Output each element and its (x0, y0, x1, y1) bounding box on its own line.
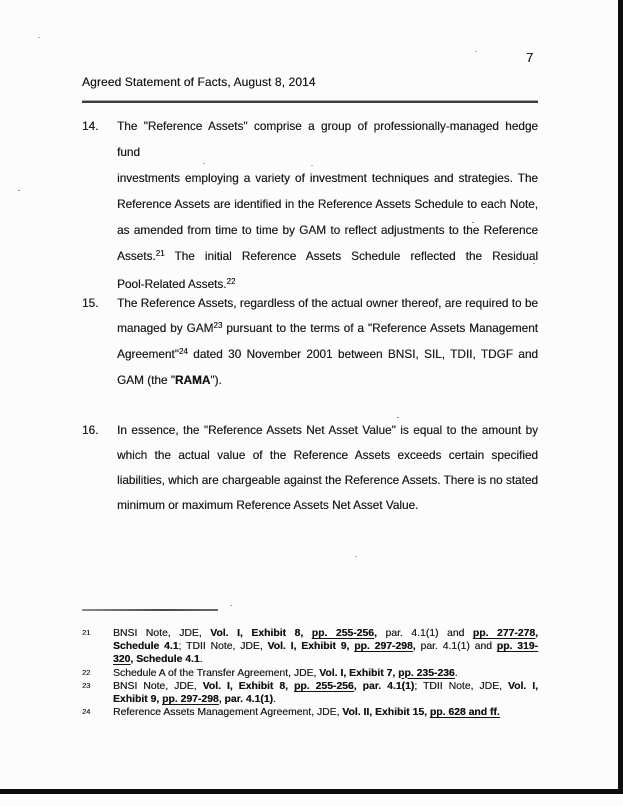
text-segment: RAMA (174, 373, 211, 387)
paragraph-line (117, 342, 538, 368)
text-segment: Schedule 4.1 (136, 654, 200, 666)
text-segment: . (199, 654, 203, 666)
paragraph-line (117, 316, 538, 342)
text-segment: Assets. (117, 249, 156, 263)
paragraph-line (117, 368, 538, 393)
text-segment: pp. 255-256 (294, 680, 354, 692)
text-segment: Agreement" (117, 347, 179, 361)
text-segment: pursuant to the terms of a "Reference Assets Management (222, 321, 539, 335)
paragraph-line (117, 165, 538, 191)
text-segment: pp. 277-278 (472, 628, 536, 639)
footnote-22 (82, 667, 538, 680)
footnote-line (113, 706, 538, 719)
footnote-line (113, 653, 538, 666)
text-segment: pp. 297-298 (162, 694, 219, 706)
footnote-body (113, 706, 538, 719)
paragraph-line (117, 217, 538, 243)
text-segment: Reference Assets are identified in the Reference Assets Schedule to each Note, (117, 197, 538, 211)
text-segment: Schedule 4.1 (113, 641, 179, 653)
text-segment: pp. 297-298 (354, 641, 413, 653)
text-segment: pp. 235-236 (398, 667, 455, 679)
footnote-line (113, 640, 538, 653)
paragraph-number: 15. (82, 296, 99, 310)
header-rule (82, 100, 538, 103)
text-segment: , (130, 654, 137, 666)
paragraph-15 (82, 291, 538, 393)
footnote-number: 21 (82, 628, 91, 637)
paragraph-line (117, 113, 538, 165)
text-segment: 320 (113, 654, 131, 666)
paragraph-line (117, 468, 538, 493)
paragraph-line (117, 418, 538, 443)
paragraph-body (117, 418, 538, 518)
paragraph-line (117, 443, 538, 468)
paragraph-body (117, 291, 538, 393)
text-segment: The Reference Assets, regardless of the actual owner thereof, are required to be (117, 296, 538, 310)
text-segment: managed by GAM (117, 321, 214, 335)
footnote-separator (82, 609, 218, 611)
text-segment: dated 30 November 2001 between BNSI, SIL, TDII, TDGF and (187, 347, 538, 361)
text-segment: . (454, 667, 458, 679)
text-segment: ; TDII Note, JDE, (414, 680, 508, 692)
scan-edge-right (618, 0, 623, 794)
text-segment: liabilities, which are chargeable against the Reference Assets. There is no stated (117, 473, 538, 487)
footnote-number: 23 (82, 680, 91, 690)
text-segment: as amended from time to time by GAM to reflect adjustments to the Reference (117, 223, 538, 237)
paragraph-number: 14. (82, 119, 99, 133)
scan-edge-bottom (0, 789, 623, 794)
footnote-body (113, 680, 538, 706)
footnote-line (113, 667, 538, 680)
text-segment: The "Reference Assets" comprise a group of professionally-managed hedge fund (117, 119, 538, 159)
text-segment: BNSI Note, JDE, (113, 628, 211, 639)
text-segment: pp. 255-256 (311, 628, 374, 639)
text-segment: pp. 628 and ff. (429, 707, 500, 719)
paragraph-number: 16. (82, 423, 99, 437)
text-segment: 23 (213, 321, 223, 331)
text-segment: , (412, 641, 421, 653)
footnote-number: 22 (82, 667, 91, 677)
text-segment: BNSI Note, JDE, (113, 680, 203, 692)
text-segment: Vol. I, Exhibit 8, (202, 680, 294, 692)
text-segment: Vol. I, Exhibit 9, (267, 641, 355, 653)
text-segment: 22 (226, 277, 236, 287)
scan-noise (0, 0, 2, 1)
text-segment: GAM (the " (117, 373, 175, 387)
text-segment: In essence, the "Reference Assets Net Asset Value" is equal to the amount by (117, 423, 538, 437)
text-segment: par. 4.1(1) (224, 694, 273, 706)
paragraph-line (117, 191, 538, 217)
footnote-21 (82, 627, 538, 667)
text-segment: minimum or maximum Reference Assets Net Asset Value. (117, 498, 419, 512)
text-segment: which the actual value of the Reference Assets exceeds certain specified (117, 448, 538, 462)
text-segment: 24 (178, 347, 188, 357)
text-segment: Reference Assets Management Agreement, JDE, (113, 707, 343, 719)
paragraph-line (117, 243, 538, 271)
paragraph-body (117, 113, 538, 299)
text-segment: Exhibit 9, (113, 694, 163, 706)
footnote-24 (82, 706, 538, 719)
text-segment: Pool-Related Assets. (117, 277, 227, 291)
text-segment: 21 (155, 249, 165, 259)
text-segment: Vol. I, (507, 680, 538, 692)
text-segment: The initial Reference Assets Schedule reflected the Residual (164, 249, 538, 263)
text-segment: . (272, 694, 276, 706)
text-segment: , (374, 628, 386, 639)
footnotes (82, 627, 538, 719)
footnote-body (113, 667, 538, 680)
footnote-number: 24 (82, 707, 91, 717)
footnote-23 (82, 680, 538, 706)
text-segment: , (353, 680, 363, 692)
footnote-body (113, 627, 538, 667)
text-segment: Vol. I, Exhibit 7, (319, 667, 399, 679)
paragraph-16 (82, 418, 538, 518)
text-segment: par. 4.1(1) and (385, 628, 473, 639)
text-segment: pp. 319- (496, 641, 538, 653)
footnote-line (113, 693, 538, 706)
page-number: 7 (526, 50, 534, 65)
text-segment: Schedule A of the Transfer Agreement, JDE, (113, 667, 320, 679)
text-segment: "). (210, 373, 222, 387)
text-segment: , (535, 628, 539, 639)
paragraph-14 (82, 113, 538, 299)
text-segment: , (218, 694, 225, 706)
text-segment: ; TDII Note, JDE, (178, 641, 268, 653)
text-segment: Vol. I, Exhibit 8, (210, 628, 312, 639)
paragraph-line (117, 291, 538, 316)
paragraph-line (117, 493, 538, 518)
document-header: Agreed Statement of Facts, August 8, 2014 (82, 75, 316, 89)
footnote-line (113, 680, 538, 693)
text-segment: par. 4.1(1) and (420, 641, 497, 653)
footnote-line (113, 627, 538, 640)
text-segment: par. 4.1(1) (362, 680, 415, 692)
text-segment: Vol. II, Exhibit 15, (342, 707, 430, 719)
text-segment: investments employing a variety of investment techniques and strategies. The (117, 171, 538, 185)
